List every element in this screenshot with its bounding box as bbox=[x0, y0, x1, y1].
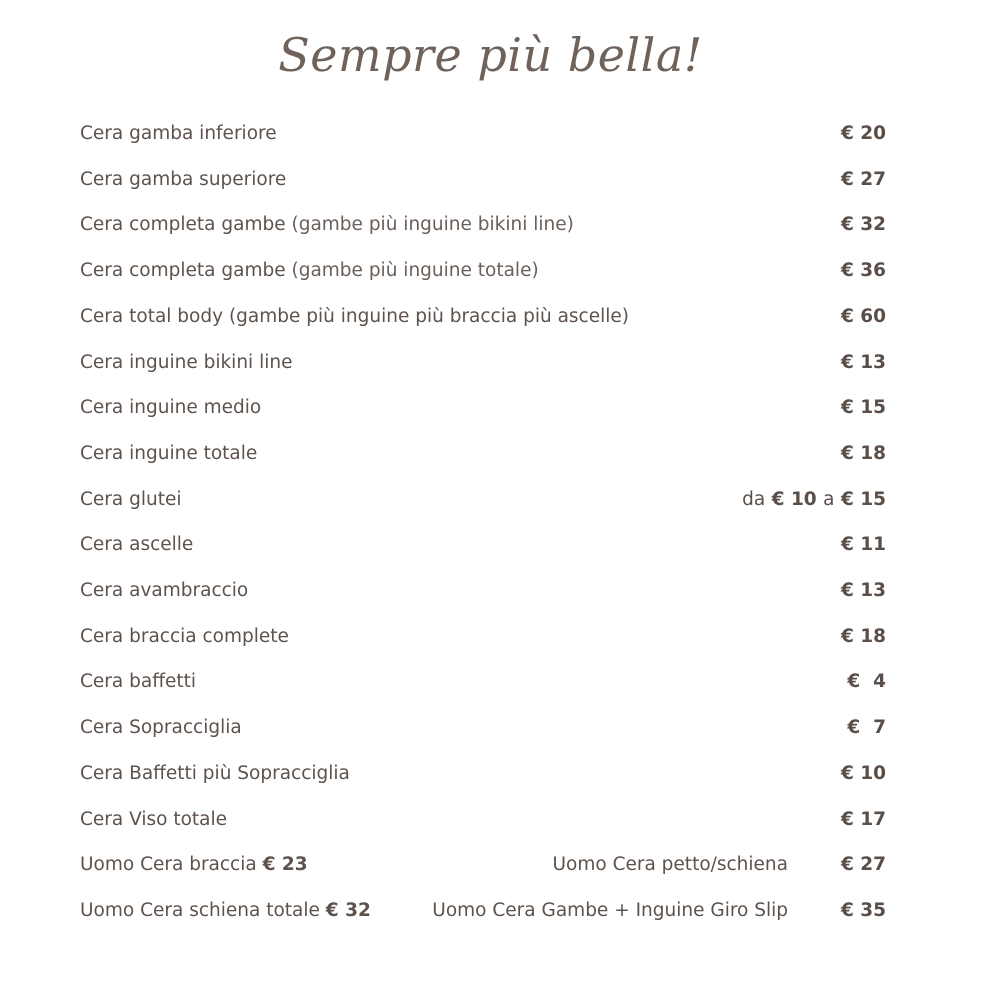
men-price-row bbox=[80, 851, 886, 879]
service-name: Cera inguine totale bbox=[80, 443, 258, 464]
price-row bbox=[80, 440, 886, 468]
price-to-label: a bbox=[823, 489, 835, 510]
price-from-label: da bbox=[742, 489, 766, 510]
service-price: € 18 bbox=[840, 626, 886, 647]
service-name: Cera braccia complete bbox=[80, 626, 289, 647]
price-row bbox=[80, 577, 886, 605]
men-service-right-name: Uomo Cera petto/schiena bbox=[552, 854, 788, 875]
service-price: € 13 bbox=[840, 580, 886, 601]
service-name-main: Cera completa gambe bbox=[80, 260, 286, 281]
men-service-right-price: € 27 bbox=[840, 854, 886, 875]
men-service-right-price: € 35 bbox=[840, 900, 886, 921]
service-price: € 18 bbox=[840, 443, 886, 464]
men-service-left bbox=[80, 851, 308, 879]
service-name: Cera Baffetti più Sopracciglia bbox=[80, 763, 350, 784]
price-row bbox=[80, 623, 886, 651]
service-price: € 60 bbox=[840, 306, 886, 327]
service-name bbox=[80, 257, 539, 285]
service-note: (gambe più inguine totale) bbox=[285, 260, 539, 281]
service-price: € 13 bbox=[840, 352, 886, 373]
price-row bbox=[80, 714, 886, 742]
price-row bbox=[80, 257, 886, 285]
service-price: € 27 bbox=[840, 169, 886, 190]
service-name-main: Cera completa gambe bbox=[80, 214, 286, 235]
price-row bbox=[80, 806, 886, 834]
service-name: Cera ascelle bbox=[80, 534, 194, 555]
service-name: Cera gamba superiore bbox=[80, 169, 287, 190]
service-name: Cera baffetti bbox=[80, 671, 196, 692]
men-service-name: Uomo Cera schiena totale bbox=[80, 900, 320, 921]
service-price: € 15 bbox=[840, 397, 886, 418]
men-service-name: Uomo Cera braccia bbox=[80, 854, 257, 875]
price-from: € 10 bbox=[771, 489, 817, 510]
service-price: € 20 bbox=[840, 123, 886, 144]
service-price: € 36 bbox=[840, 260, 886, 281]
service-name: Cera glutei bbox=[80, 489, 182, 510]
service-price: € 7 bbox=[847, 717, 886, 738]
price-row bbox=[80, 303, 886, 331]
service-price: € 4 bbox=[847, 671, 886, 692]
service-price: € 11 bbox=[840, 534, 886, 555]
service-name: Cera avambraccio bbox=[80, 580, 249, 601]
price-row bbox=[80, 211, 886, 239]
service-price-range bbox=[742, 486, 886, 514]
men-service-price: € 23 bbox=[262, 854, 308, 875]
service-name bbox=[80, 211, 574, 239]
price-row bbox=[80, 531, 886, 559]
service-name: Cera gamba inferiore bbox=[80, 123, 277, 144]
service-name: Cera Sopracciglia bbox=[80, 717, 242, 738]
page-title: Sempre più bella! bbox=[278, 28, 703, 82]
price-row bbox=[80, 166, 886, 194]
price-to: € 15 bbox=[840, 489, 886, 510]
service-price: € 10 bbox=[840, 763, 886, 784]
men-price-row bbox=[80, 897, 886, 925]
price-row bbox=[80, 349, 886, 377]
price-row bbox=[80, 486, 886, 514]
men-service-right-name: Uomo Cera Gambe + Inguine Giro Slip bbox=[432, 900, 788, 921]
men-service-left bbox=[80, 897, 371, 925]
price-row bbox=[80, 668, 886, 696]
price-row bbox=[80, 760, 886, 788]
service-price: € 32 bbox=[840, 214, 886, 235]
price-row bbox=[80, 394, 886, 422]
service-name: Cera total body (gambe più inguine più braccia più ascelle) bbox=[80, 306, 629, 327]
men-service-price: € 32 bbox=[325, 900, 371, 921]
service-name: Cera inguine bikini line bbox=[80, 352, 293, 373]
service-name: Cera Viso totale bbox=[80, 809, 228, 830]
service-price: € 17 bbox=[840, 809, 886, 830]
service-name: Cera inguine medio bbox=[80, 397, 262, 418]
price-row bbox=[80, 120, 886, 148]
service-note: (gambe più inguine bikini line) bbox=[285, 214, 574, 235]
